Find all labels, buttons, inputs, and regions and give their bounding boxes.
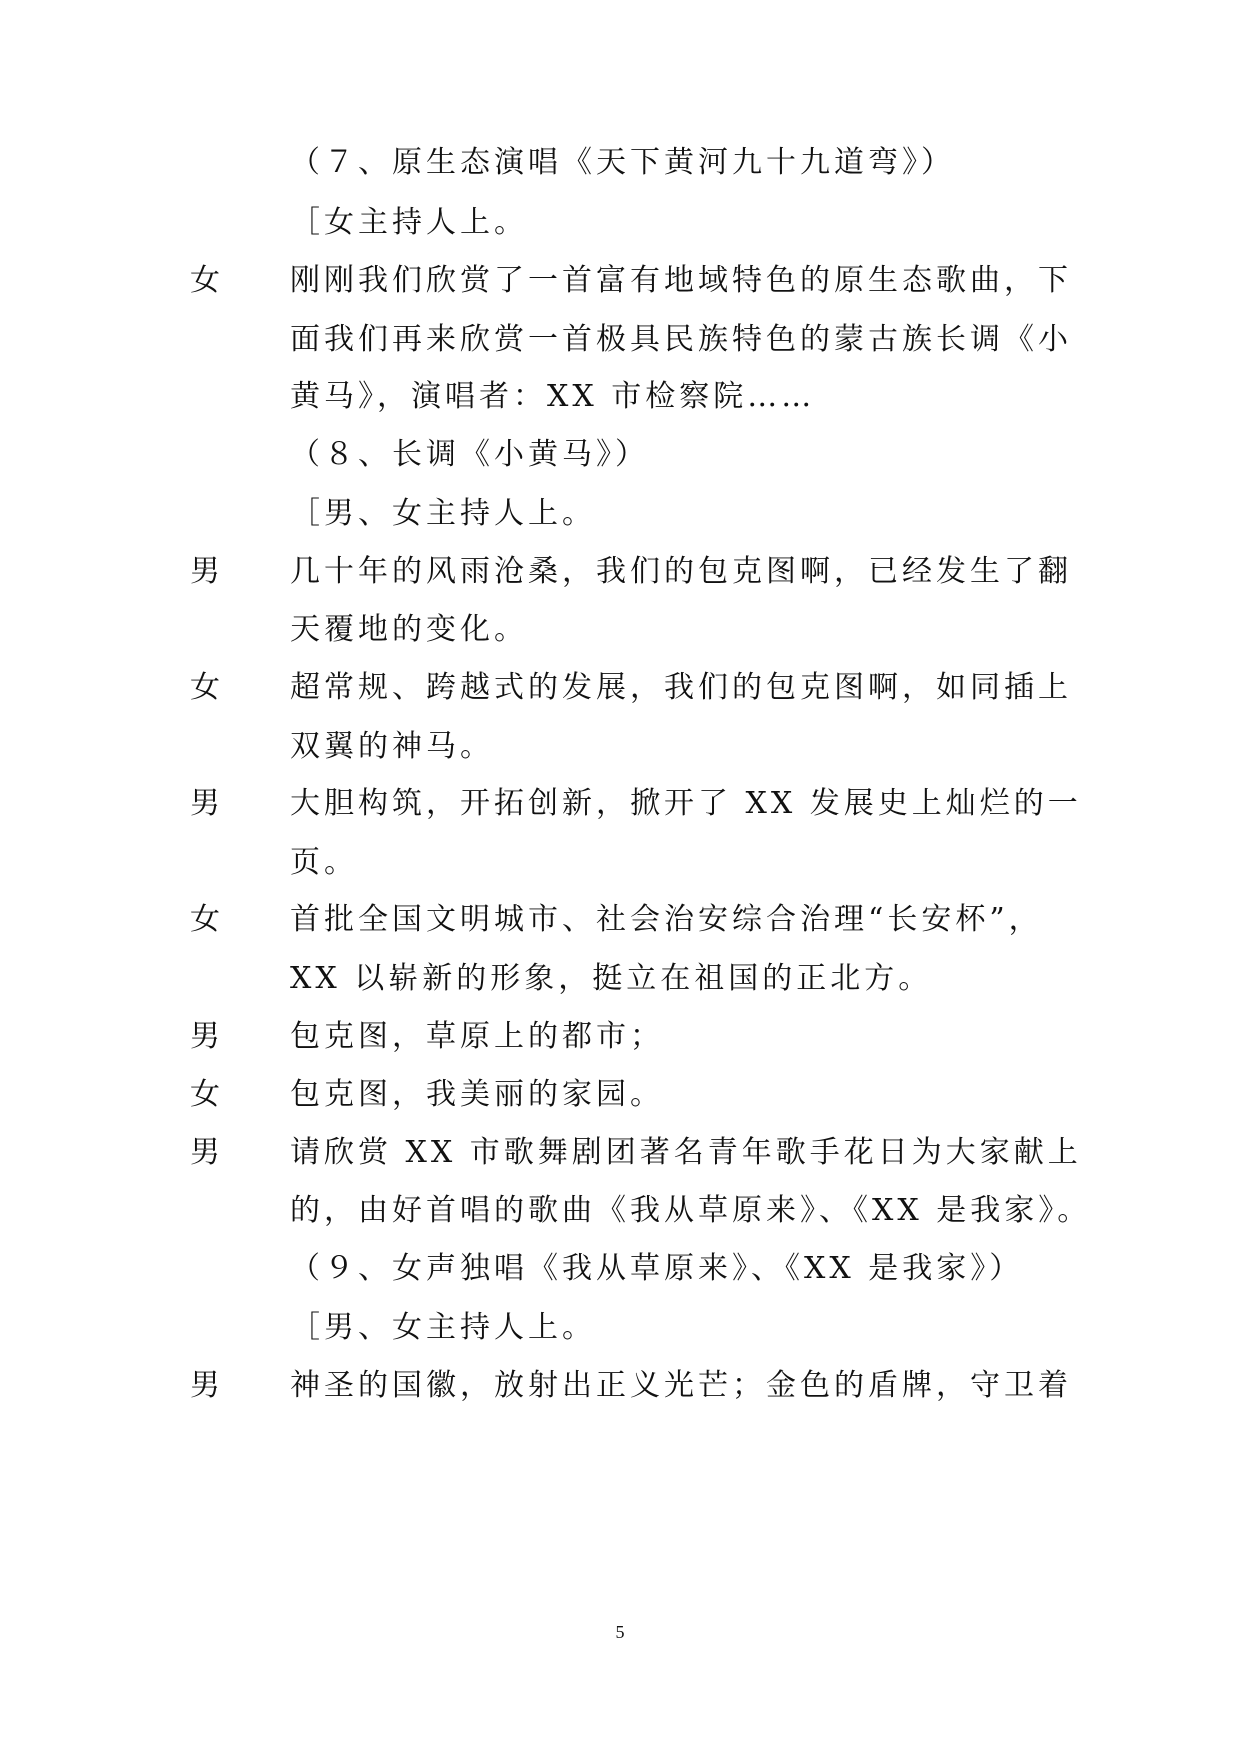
- dialogue-line: 神圣的国徽，放射出正义光芒；金色的盾牌，守卫着: [290, 1368, 1072, 1403]
- dialogue-line: 刚刚我们欣赏了一首富有地域特色的原生态歌曲，下: [290, 263, 1072, 298]
- dialogue-line: 请欣赏 XX 市歌舞剧团著名青年歌手花日为大家献上: [290, 1135, 1082, 1170]
- dialogue-line: 首批全国文明城市、社会治安综合治理“长安杯”，: [290, 902, 1043, 937]
- dialogue-line: 的，由好首唱的歌曲《我从草原来》、《XX 是我家》。: [290, 1193, 1092, 1228]
- dialogue-line: 大胆构筑，开拓创新，掀开了 XX 发展史上灿烂的一: [290, 786, 1082, 821]
- dialogue-line: 天覆地的变化。: [290, 612, 528, 647]
- program-item-7: （７、原生态演唱《天下黄河九十九道弯》）: [290, 145, 955, 180]
- dialogue-line: XX 以崭新的形象，挺立在祖国的正北方。: [290, 961, 933, 996]
- dialogue-line: 面我们再来欣赏一首极具民族特色的蒙古族长调《小: [290, 322, 1072, 357]
- speaker-female: 女: [190, 263, 220, 298]
- speaker-female: 女: [190, 1077, 220, 1112]
- speaker-male: 男: [190, 1135, 220, 1170]
- speaker-male: 男: [190, 554, 220, 589]
- stage-direction: ［女主持人上。: [290, 205, 528, 240]
- speaker-male: 男: [190, 1019, 220, 1054]
- page-number: 5: [615, 1622, 625, 1642]
- dialogue-line: 超常规、跨越式的发展，我们的包克图啊，如同插上: [290, 670, 1072, 705]
- speaker-female: 女: [190, 902, 220, 937]
- dialogue-line: 黄马》，演唱者：XX 市检察院……: [290, 379, 816, 414]
- dialogue-line: 几十年的风雨沧桑，我们的包克图啊，已经发生了翻: [290, 554, 1072, 589]
- dialogue-line: 双翼的神马。: [290, 729, 494, 764]
- speaker-male: 男: [190, 1368, 220, 1403]
- speaker-male: 男: [190, 786, 220, 821]
- program-item-8: （８、长调《小黄马》）: [290, 437, 649, 472]
- dialogue-line: 包克图，我美丽的家园。: [290, 1077, 664, 1112]
- dialogue-line: 页。: [290, 845, 358, 880]
- stage-direction: ［男、女主持人上。: [290, 1310, 596, 1345]
- program-item-9: （９、女声独唱《我从草原来》、《XX 是我家》）: [290, 1251, 1024, 1286]
- dialogue-line: 包克图，草原上的都市；: [290, 1019, 664, 1054]
- stage-direction: ［男、女主持人上。: [290, 496, 596, 531]
- speaker-female: 女: [190, 670, 220, 705]
